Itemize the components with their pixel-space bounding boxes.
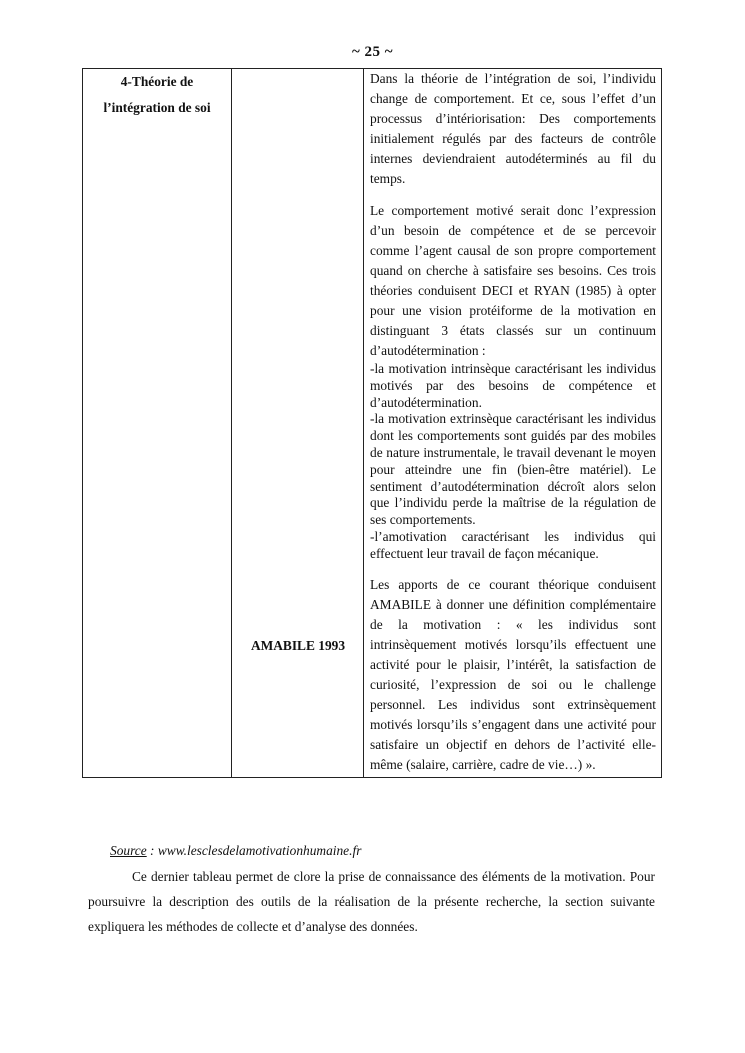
paragraph-self-integration: Dans la théorie de l’intégration de soi, l’individu change de comportement. Et ce, sous l’effet d’un processus d’intériorisation: Des comportements initialement régulés par des facteurs de contrôle internes deviendraient autodéterminés au fil du temps.: [370, 71, 656, 186]
author-label: AMABILE 1993: [250, 638, 346, 653]
source-url: : www.lesclesdelamotivationhumaine.fr: [146, 843, 362, 858]
paragraph-amabile: Les apports de ce courant théorique conduisent AMABILE à donner une définition complémentaire de la motivation : « les individus sont intrinsèquement motivés lorsqu’ils effectuent une activité pour le plaisir, l’intérêt, la satisfaction de curiosité, l’expression de soi ou le challenge personnel. Les individus sont extrinsèquement motivés lorsqu’ils s’engagent dans une activité pour satisfaire un objectif en dehors de l’activité elle-même (salaire, carrière, cadre de vie…) ».: [370, 576, 656, 772]
source-label: Source: [110, 843, 147, 858]
table-row: [83, 69, 662, 778]
theory-table: [82, 68, 662, 778]
theory-title-line1: 4-Théorie de: [120, 74, 194, 89]
source-line: [110, 843, 361, 859]
paragraph-motivated-behaviour: Le comportement motivé serait donc l’expression d’un besoin de compétence et de se percevoir comme l’agent causal de son propre comportement quand on cherche à satisfaire ses besoins. Ces trois théories conduisent DECI et RYAN (1985) à opter pour une vision protéiforme de la motivation en distinguant 3 états classés sur un continuum d’autodétermination :: [370, 203, 656, 358]
author-cell: [232, 69, 364, 778]
theory-cell: [83, 69, 232, 778]
page-number: ~ 25 ~: [351, 44, 394, 60]
closing-paragraph: Ce dernier tableau permet de clore la prise de connaissance des éléments de la motivation. Pour poursuivre la description des outils de la réalisation de la présente recherche, la section suivante expliquera les méthodes de collecte et d’analyse des données.: [88, 869, 655, 934]
paragraph-extrinsic-motivation: -la motivation extrinsèque caractérisant les individus dont les comportements sont guidés par des mobiles de nature instrumentale, le travail devenant le moyen pour atteindre une fin (bien-être matériel). Le sentiment d’autodétermination décroît alors selon que l’individu perde la maîtrise de la régulation de ses comportements.: [370, 411, 656, 528]
description-cell: [364, 69, 662, 778]
theory-title-line2: l’intégration de soi: [103, 100, 211, 115]
paragraph-intrinsic-motivation: -la motivation intrinsèque caractérisant les individus motivés par des besoins de compétence et d’autodétermination.: [370, 361, 656, 410]
paragraph-amotivation: -l’amotivation caractérisant les individus qui effectuent leur travail de façon mécanique.: [370, 528, 656, 561]
